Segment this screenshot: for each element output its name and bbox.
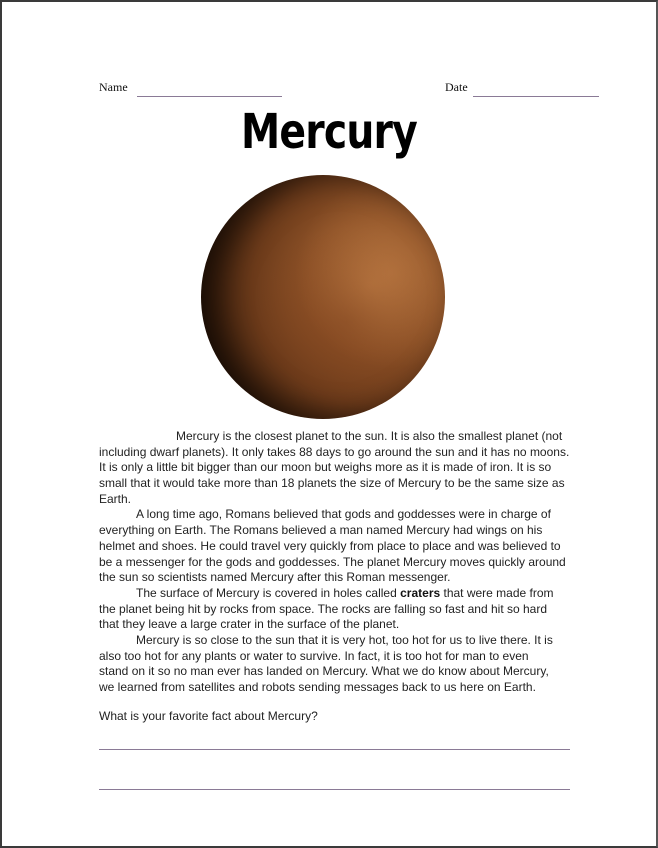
text-line: It is only a little bit bigger than our moon but weighs more as it is made of iron. It is so [99,460,552,475]
article-body [99,429,579,696]
text-line: A long time ago, Romans believed that gods and goddesses were in charge of [136,507,551,522]
text-line: be a messenger for the gods and goddesses. The planet Mercury moves quickly around [99,554,566,569]
text-line: also too hot for any plants or water to survive. In fact, it is too hot for man to even [99,648,529,663]
text-line: that they leave a large crater in the surface of the planet. [99,617,400,632]
date-label: Date [445,80,468,94]
text-line: small that it would take more than 18 planets the size of Mercury to be the same size as [99,476,565,491]
question-prompt: What is your favorite fact about Mercury? [99,709,318,723]
name-label: Name [99,80,128,94]
text-line: Earth. [99,491,132,506]
bold-term-craters: craters [400,585,441,600]
paragraph-2 [99,507,579,585]
text-line: helmet and shoes. He could travel very quickly from place to place and was believed to [99,538,561,553]
text-line [99,586,579,602]
name-field-line[interactable] [137,96,282,97]
text-line: including dwarf planets). It only takes 88 days to go around the sun and it has no moons. [99,444,570,459]
date-field-line[interactable] [473,96,599,97]
text-line: Mercury is the closest planet to the sun. It is also the smallest planet (not [176,429,563,443]
text-line: stand on it so no man ever has landed on Mercury. What we do know about Mercury, [99,664,549,679]
paragraph-4 [99,633,579,696]
mercury-planet-image [201,175,445,419]
page-title: Mercury [241,104,417,160]
text-line: everything on Earth. The Romans believed a man named Mercury had wings on his [99,523,543,538]
text-line: the planet being hit by rocks from space. The rocks are falling so fast and hit so hard [99,601,548,616]
paragraph-1 [99,429,579,507]
text-span: that were made from [440,585,554,600]
text-line: Mercury is so close to the sun that it is very hot, too hot for us to live there. It is [136,632,553,647]
answer-line-2[interactable] [99,789,570,790]
answer-line-1[interactable] [99,749,570,750]
text-line: the sun so scientists named Mercury after this Roman messenger. [99,570,451,585]
text-span: The surface of Mercury is covered in holes called [136,585,401,600]
text-line: we learned from satellites and robots sending messages back to us here on Earth. [99,680,536,694]
paragraph-3 [99,586,579,633]
